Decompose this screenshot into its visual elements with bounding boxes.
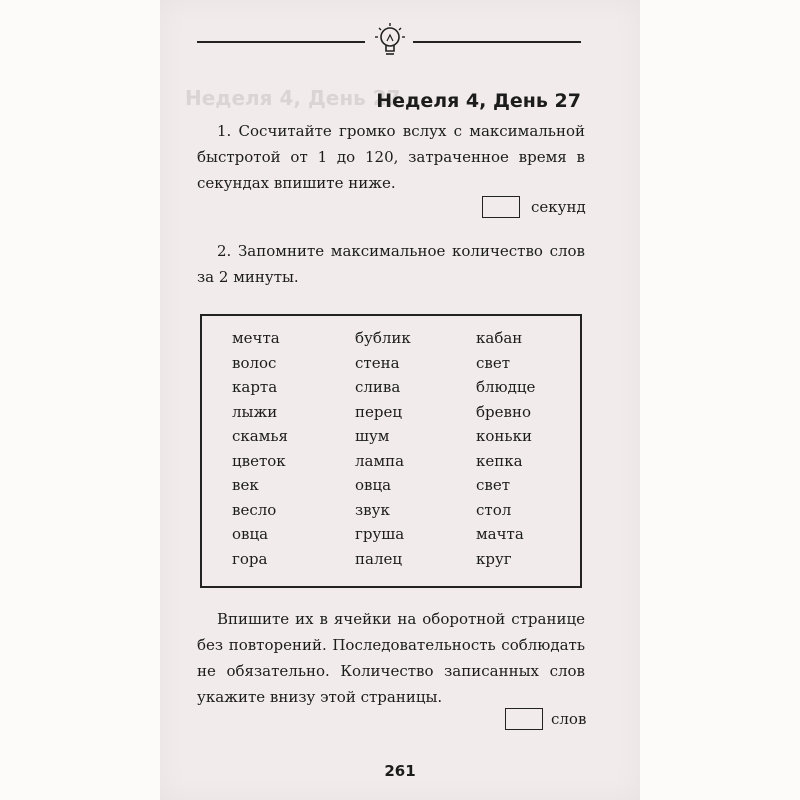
word-item: блюдце xyxy=(476,378,536,396)
word-item: овца xyxy=(355,476,392,494)
word-list-box xyxy=(200,314,582,588)
word-item: круг xyxy=(476,549,512,568)
word-item: слива xyxy=(355,378,401,396)
task-2-text: 2. Запомните максимальное количество слов за 2 минуты. xyxy=(197,242,585,286)
page-number: 261 xyxy=(384,762,416,780)
seconds-label: секунд xyxy=(531,198,586,216)
word-item: кабан xyxy=(476,329,523,347)
word-item: перец xyxy=(355,402,402,421)
word-item: бревно xyxy=(476,402,531,421)
word-item: стена xyxy=(355,353,400,372)
word-count-answer-box[interactable] xyxy=(505,708,543,730)
word-item: стол xyxy=(476,500,512,519)
word-item: мачта xyxy=(476,525,524,543)
word-item: лыжи xyxy=(232,402,278,421)
word-item: скамья xyxy=(232,427,289,445)
word-column-1 xyxy=(232,326,288,571)
word-item: свет xyxy=(476,476,511,494)
word-item: весло xyxy=(232,500,277,519)
word-item: волос xyxy=(232,353,277,372)
word-column-2 xyxy=(355,326,411,571)
header-rule-left xyxy=(197,41,365,43)
word-item: цветок xyxy=(232,451,286,470)
word-column-3 xyxy=(476,326,535,571)
word-item: груша xyxy=(355,525,405,543)
page-title: Неделя 4, День 27 xyxy=(376,90,581,112)
instructions-text: Впишите их в ячейки на оборотной странице без повторений. Последовательность соблюдать не обязательно. Количество записанных слов укажите внизу этой страницы. xyxy=(197,610,585,706)
word-item: овца xyxy=(232,525,269,543)
word-item: карта xyxy=(232,378,278,396)
seconds-answer-box[interactable] xyxy=(482,196,520,218)
bleed-through-text: Неделя 4, День 27 xyxy=(185,86,401,110)
word-item: гора xyxy=(232,549,268,568)
word-item: свет xyxy=(476,353,511,372)
word-item: кепка xyxy=(476,451,523,470)
word-item: палец xyxy=(355,549,402,568)
word-item: век xyxy=(232,476,259,494)
lightbulb-icon xyxy=(374,22,406,62)
word-item: звук xyxy=(355,500,390,519)
word-item: бублик xyxy=(355,329,411,347)
word-item: мечта xyxy=(232,329,280,347)
word-item: шум xyxy=(355,427,390,445)
header-rule-right xyxy=(413,41,581,43)
task-1-text: 1. Сосчитайте громко вслух с максимальной быстротой от 1 до 120, затраченное время в секундах впишите ниже. xyxy=(197,122,585,192)
word-count-label: слов xyxy=(551,710,587,728)
word-item: лампа xyxy=(355,451,405,470)
word-item: коньки xyxy=(476,427,532,445)
